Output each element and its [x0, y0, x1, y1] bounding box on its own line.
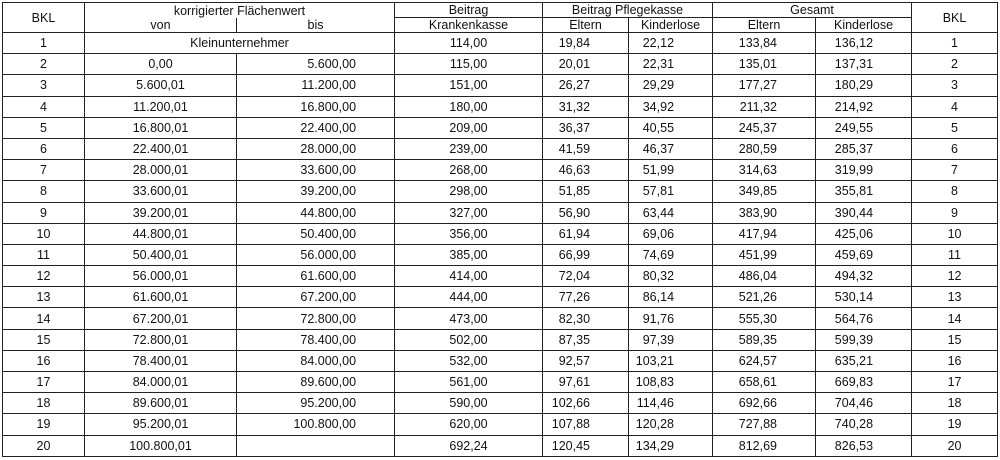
gesamt-kinderlose-cell: 669,83 [816, 372, 912, 393]
bkl-cell: 13 [3, 287, 85, 308]
bis-cell: 33.600,00 [237, 160, 395, 181]
von-cell: 50.400,01 [85, 244, 237, 265]
pflege-eltern-cell: 82,30 [543, 308, 629, 329]
bkl-cell-right: 19 [912, 414, 998, 435]
table-row [3, 117, 998, 138]
table-row [3, 202, 998, 223]
gesamt-kinderlose-cell: 740,28 [816, 414, 912, 435]
von-cell: 22.400,01 [85, 138, 237, 159]
table-row [3, 266, 998, 287]
header-krankenkasse: Krankenkasse [395, 18, 543, 33]
bkl-cell-right: 7 [912, 160, 998, 181]
krankenkasse-cell: 298,00 [395, 181, 543, 202]
header-flaechenwert: korrigierter Flächenwert [85, 3, 395, 18]
pflege-eltern-cell: 107,88 [543, 414, 629, 435]
bkl-cell-right: 11 [912, 244, 998, 265]
von-cell: 67.200,01 [85, 308, 237, 329]
bkl-cell: 14 [3, 308, 85, 329]
pflege-eltern-cell: 41,59 [543, 138, 629, 159]
bkl-cell: 11 [3, 244, 85, 265]
krankenkasse-cell: 239,00 [395, 138, 543, 159]
von-cell: 0,00 [85, 54, 237, 75]
gesamt-kinderlose-cell: 425,06 [816, 223, 912, 244]
krankenkasse-cell: 532,00 [395, 350, 543, 371]
bis-cell: 44.800,00 [237, 202, 395, 223]
bkl-cell-right: 4 [912, 96, 998, 117]
gesamt-eltern-cell: 314,63 [713, 160, 816, 181]
header-bkl-left: BKL [3, 3, 85, 33]
gesamt-eltern-cell: 245,37 [713, 117, 816, 138]
bkl-cell: 19 [3, 414, 85, 435]
gesamt-kinderlose-cell: 530,14 [816, 287, 912, 308]
header-bis: bis [237, 18, 395, 33]
pflege-kinderlose-cell: 103,21 [629, 350, 713, 371]
bkl-cell-right: 2 [912, 54, 998, 75]
von-cell: 56.000,01 [85, 266, 237, 287]
bkl-cell: 15 [3, 329, 85, 350]
krankenkasse-cell: 327,00 [395, 202, 543, 223]
gesamt-eltern-cell: 133,84 [713, 33, 816, 54]
gesamt-eltern-cell: 383,90 [713, 202, 816, 223]
pflege-kinderlose-cell: 46,37 [629, 138, 713, 159]
header-gesamt-eltern: Eltern [713, 18, 816, 33]
bis-cell: 89.600,00 [237, 372, 395, 393]
bis-cell [237, 435, 395, 456]
header-gesamt: Gesamt [713, 3, 912, 18]
gesamt-kinderlose-cell: 214,92 [816, 96, 912, 117]
bkl-cell: 2 [3, 54, 85, 75]
pflege-kinderlose-cell: 63,44 [629, 202, 713, 223]
header-pflegekasse: Beitrag Pflegekasse [543, 3, 713, 18]
gesamt-eltern-cell: 349,85 [713, 181, 816, 202]
pflege-kinderlose-cell: 40,55 [629, 117, 713, 138]
pflege-kinderlose-cell: 22,12 [629, 33, 713, 54]
header-pflege-eltern: Eltern [543, 18, 629, 33]
von-cell: 44.800,01 [85, 223, 237, 244]
table-row [3, 244, 998, 265]
bkl-cell-right: 9 [912, 202, 998, 223]
bkl-cell-right: 8 [912, 181, 998, 202]
krankenkasse-cell: 444,00 [395, 287, 543, 308]
gesamt-eltern-cell: 280,59 [713, 138, 816, 159]
gesamt-eltern-cell: 417,94 [713, 223, 816, 244]
bis-cell: 22.400,00 [237, 117, 395, 138]
bkl-cell-right: 10 [912, 223, 998, 244]
krankenkasse-cell: 385,00 [395, 244, 543, 265]
pflege-kinderlose-cell: 57,81 [629, 181, 713, 202]
table-row [3, 75, 998, 96]
krankenkasse-cell: 209,00 [395, 117, 543, 138]
bkl-cell: 17 [3, 372, 85, 393]
gesamt-eltern-cell: 486,04 [713, 266, 816, 287]
krankenkasse-cell: 502,00 [395, 329, 543, 350]
pflege-eltern-cell: 92,57 [543, 350, 629, 371]
bkl-cell-right: 6 [912, 138, 998, 159]
bis-cell: 28.000,00 [237, 138, 395, 159]
krankenkasse-cell: 620,00 [395, 414, 543, 435]
pflege-kinderlose-cell: 34,92 [629, 96, 713, 117]
gesamt-eltern-cell: 692,66 [713, 393, 816, 414]
pflege-kinderlose-cell: 22,31 [629, 54, 713, 75]
von-cell: 78.400,01 [85, 350, 237, 371]
pflege-kinderlose-cell: 108,83 [629, 372, 713, 393]
bkl-cell: 18 [3, 393, 85, 414]
von-cell: 84.000,01 [85, 372, 237, 393]
bis-cell: 56.000,00 [237, 244, 395, 265]
gesamt-eltern-cell: 555,30 [713, 308, 816, 329]
bkl-cell: 20 [3, 435, 85, 456]
pflege-eltern-cell: 20,01 [543, 54, 629, 75]
bkl-cell-right: 1 [912, 33, 998, 54]
pflege-eltern-cell: 97,61 [543, 372, 629, 393]
gesamt-kinderlose-cell: 826,53 [816, 435, 912, 456]
krankenkasse-cell: 356,00 [395, 223, 543, 244]
header-von: von [85, 18, 237, 33]
gesamt-eltern-cell: 135,01 [713, 54, 816, 75]
von-cell: 11.200,01 [85, 96, 237, 117]
table-row [3, 223, 998, 244]
gesamt-kinderlose-cell: 459,69 [816, 244, 912, 265]
von-cell: 16.800,01 [85, 117, 237, 138]
pflege-eltern-cell: 46,63 [543, 160, 629, 181]
bkl-cell: 3 [3, 75, 85, 96]
table-header [3, 3, 998, 33]
pflege-kinderlose-cell: 134,29 [629, 435, 713, 456]
bis-cell: 95.200,00 [237, 393, 395, 414]
pflege-eltern-cell: 120,45 [543, 435, 629, 456]
header-gesamt-kinderlose: Kinderlose [816, 18, 912, 33]
bkl-cell-right: 5 [912, 117, 998, 138]
bkl-cell-right: 13 [912, 287, 998, 308]
gesamt-kinderlose-cell: 564,76 [816, 308, 912, 329]
bkl-cell: 7 [3, 160, 85, 181]
table-row [3, 181, 998, 202]
gesamt-eltern-cell: 521,26 [713, 287, 816, 308]
gesamt-kinderlose-cell: 704,46 [816, 393, 912, 414]
von-cell: 33.600,01 [85, 181, 237, 202]
bkl-cell-right: 3 [912, 75, 998, 96]
table-row [3, 350, 998, 371]
krankenkasse-cell: 268,00 [395, 160, 543, 181]
pflege-eltern-cell: 19,84 [543, 33, 629, 54]
header-beitrag: Beitrag [395, 3, 543, 18]
bkl-cell: 16 [3, 350, 85, 371]
bis-cell: 100.800,00 [237, 414, 395, 435]
bis-cell: 84.000,00 [237, 350, 395, 371]
gesamt-kinderlose-cell: 390,44 [816, 202, 912, 223]
pflege-eltern-cell: 51,85 [543, 181, 629, 202]
table-row [3, 287, 998, 308]
pflege-kinderlose-cell: 80,32 [629, 266, 713, 287]
bkl-cell: 6 [3, 138, 85, 159]
gesamt-kinderlose-cell: 635,21 [816, 350, 912, 371]
pflege-kinderlose-cell: 29,29 [629, 75, 713, 96]
pflege-eltern-cell: 56,90 [543, 202, 629, 223]
table-row [3, 393, 998, 414]
pflege-eltern-cell: 77,26 [543, 287, 629, 308]
gesamt-kinderlose-cell: 494,32 [816, 266, 912, 287]
bkl-cell-right: 17 [912, 372, 998, 393]
table-row [3, 308, 998, 329]
pflege-kinderlose-cell: 69,06 [629, 223, 713, 244]
kleinunternehmer-cell: Kleinunternehmer [85, 33, 395, 54]
von-cell: 61.600,01 [85, 287, 237, 308]
table-row [3, 160, 998, 181]
gesamt-eltern-cell: 589,35 [713, 329, 816, 350]
von-cell: 39.200,01 [85, 202, 237, 223]
pflege-kinderlose-cell: 114,46 [629, 393, 713, 414]
von-cell: 89.600,01 [85, 393, 237, 414]
gesamt-eltern-cell: 624,57 [713, 350, 816, 371]
bis-cell: 67.200,00 [237, 287, 395, 308]
gesamt-kinderlose-cell: 137,31 [816, 54, 912, 75]
bkl-cell: 1 [3, 33, 85, 54]
bkl-cell-right: 16 [912, 350, 998, 371]
pflege-eltern-cell: 87,35 [543, 329, 629, 350]
gesamt-kinderlose-cell: 180,29 [816, 75, 912, 96]
gesamt-kinderlose-cell: 249,55 [816, 117, 912, 138]
krankenkasse-cell: 561,00 [395, 372, 543, 393]
gesamt-eltern-cell: 812,69 [713, 435, 816, 456]
bkl-cell-right: 15 [912, 329, 998, 350]
von-cell: 28.000,01 [85, 160, 237, 181]
table-row [3, 33, 998, 54]
gesamt-eltern-cell: 727,88 [713, 414, 816, 435]
bkl-cell: 12 [3, 266, 85, 287]
gesamt-kinderlose-cell: 355,81 [816, 181, 912, 202]
krankenkasse-cell: 590,00 [395, 393, 543, 414]
von-cell: 72.800,01 [85, 329, 237, 350]
krankenkasse-cell: 473,00 [395, 308, 543, 329]
table-row [3, 435, 998, 456]
pflege-eltern-cell: 66,99 [543, 244, 629, 265]
bkl-cell-right: 20 [912, 435, 998, 456]
bkl-cell: 8 [3, 181, 85, 202]
gesamt-eltern-cell: 658,61 [713, 372, 816, 393]
bkl-cell: 4 [3, 96, 85, 117]
von-cell: 100.800,01 [85, 435, 237, 456]
pflege-eltern-cell: 31,32 [543, 96, 629, 117]
bkl-cell: 9 [3, 202, 85, 223]
bis-cell: 72.800,00 [237, 308, 395, 329]
bis-cell: 39.200,00 [237, 181, 395, 202]
table-row [3, 54, 998, 75]
gesamt-eltern-cell: 451,99 [713, 244, 816, 265]
bis-cell: 78.400,00 [237, 329, 395, 350]
pflege-kinderlose-cell: 51,99 [629, 160, 713, 181]
bkl-cell: 5 [3, 117, 85, 138]
bis-cell: 50.400,00 [237, 223, 395, 244]
pflege-kinderlose-cell: 91,76 [629, 308, 713, 329]
krankenkasse-cell: 151,00 [395, 75, 543, 96]
bis-cell: 61.600,00 [237, 266, 395, 287]
gesamt-eltern-cell: 211,32 [713, 96, 816, 117]
pflege-eltern-cell: 26,27 [543, 75, 629, 96]
table-row [3, 372, 998, 393]
von-cell: 95.200,01 [85, 414, 237, 435]
header-pflege-kinderlose: Kinderlose [629, 18, 713, 33]
bkl-cell: 10 [3, 223, 85, 244]
krankenkasse-cell: 692,24 [395, 435, 543, 456]
bkl-cell-right: 12 [912, 266, 998, 287]
bkl-cell-right: 14 [912, 308, 998, 329]
gesamt-kinderlose-cell: 136,12 [816, 33, 912, 54]
pflege-eltern-cell: 102,66 [543, 393, 629, 414]
krankenkasse-cell: 114,00 [395, 33, 543, 54]
header-bkl-right: BKL [912, 3, 998, 33]
pflege-eltern-cell: 36,37 [543, 117, 629, 138]
table-row [3, 329, 998, 350]
gesamt-eltern-cell: 177,27 [713, 75, 816, 96]
pflege-kinderlose-cell: 97,39 [629, 329, 713, 350]
krankenkasse-cell: 115,00 [395, 54, 543, 75]
bis-cell: 16.800,00 [237, 96, 395, 117]
table-row [3, 414, 998, 435]
gesamt-kinderlose-cell: 319,99 [816, 160, 912, 181]
gesamt-kinderlose-cell: 599,39 [816, 329, 912, 350]
table-row [3, 138, 998, 159]
beitragsklassen-table [2, 2, 998, 457]
bis-cell: 5.600,00 [237, 54, 395, 75]
krankenkasse-cell: 414,00 [395, 266, 543, 287]
pflege-eltern-cell: 72,04 [543, 266, 629, 287]
gesamt-kinderlose-cell: 285,37 [816, 138, 912, 159]
table-row [3, 96, 998, 117]
pflege-kinderlose-cell: 74,69 [629, 244, 713, 265]
pflege-kinderlose-cell: 120,28 [629, 414, 713, 435]
bis-cell: 11.200,00 [237, 75, 395, 96]
krankenkasse-cell: 180,00 [395, 96, 543, 117]
von-cell: 5.600,01 [85, 75, 237, 96]
table-body [3, 33, 998, 457]
bkl-cell-right: 18 [912, 393, 998, 414]
pflege-kinderlose-cell: 86,14 [629, 287, 713, 308]
pflege-eltern-cell: 61,94 [543, 223, 629, 244]
